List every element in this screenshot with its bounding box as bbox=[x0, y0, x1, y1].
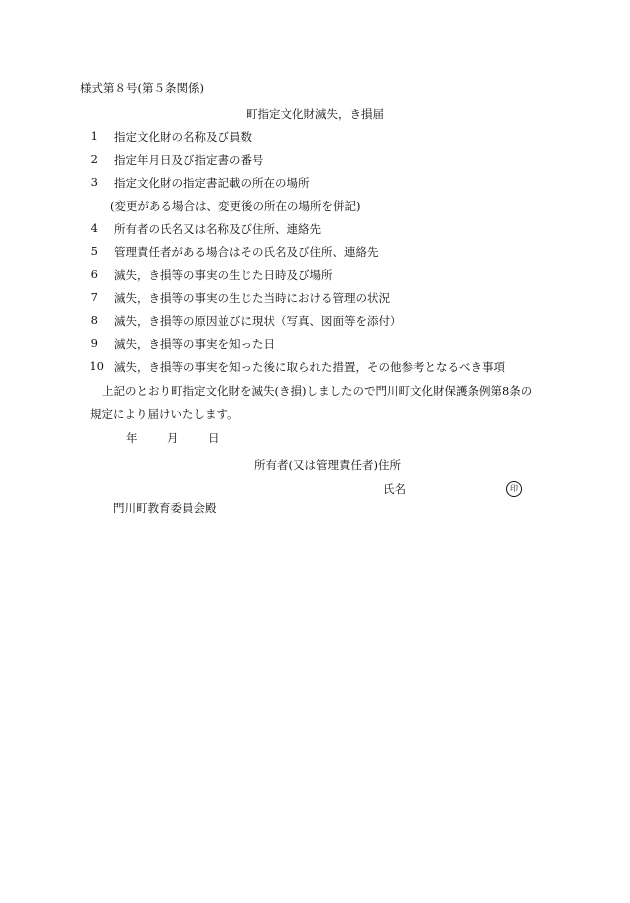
list-item bbox=[0, 129, 630, 145]
item-number: 10 bbox=[89, 359, 104, 373]
item-number: 7 bbox=[90, 290, 98, 304]
document-title: 町指定文化財滅失，き損届 bbox=[246, 107, 384, 121]
body-text-line-1: 上記のとおり町指定文化財を滅失(き損)しましたので門川町文化財保護条例第8条の bbox=[102, 384, 533, 398]
date-year: 年 bbox=[126, 431, 138, 445]
list-item bbox=[0, 336, 630, 352]
owner-address-label: 所有者(又は管理責任者)住所 bbox=[254, 458, 401, 472]
date-day: 日 bbox=[208, 431, 220, 445]
name-label: 氏名 bbox=[383, 482, 406, 496]
item-number: 3 bbox=[90, 175, 98, 189]
list-item bbox=[0, 244, 630, 260]
list-item bbox=[0, 359, 630, 375]
item-number: 5 bbox=[90, 244, 98, 258]
item-text: (変更がある場合は、変更後の所在の場所を併記) bbox=[110, 199, 361, 213]
date-month: 月 bbox=[167, 431, 179, 445]
item-number: 9 bbox=[90, 336, 98, 350]
item-number: 4 bbox=[90, 221, 98, 235]
list-item bbox=[0, 152, 630, 168]
item-text: 滅失，き損等の事実を知った日 bbox=[114, 337, 275, 351]
item-text: 指定年月日及び指定書の番号 bbox=[114, 153, 264, 167]
list-item bbox=[0, 290, 630, 306]
form-number: 様式第８号(第５条関係) bbox=[80, 81, 204, 95]
body-text-line-2: 規定により届けいたします。 bbox=[90, 407, 239, 421]
item-number: 8 bbox=[90, 313, 98, 327]
item-number: 1 bbox=[90, 129, 98, 143]
item-text: 滅失，き損等の事実の生じた日時及び場所 bbox=[114, 268, 333, 282]
item-text: 滅失，き損等の原因並びに現状（写真、図面等を添付） bbox=[114, 314, 402, 328]
addressee: 門川町教育委員会殿 bbox=[113, 501, 217, 515]
list-item bbox=[0, 267, 630, 283]
item-text: 所有者の氏名又は名称及び住所、連絡先 bbox=[114, 222, 321, 236]
item-text: 指定文化財の名称及び員数 bbox=[114, 130, 252, 144]
item-text: 管理責任者がある場合はその氏名及び住所、連絡先 bbox=[114, 245, 379, 259]
item-number: 2 bbox=[90, 152, 98, 166]
item-text: 指定文化財の指定書記載の所在の場所 bbox=[114, 176, 310, 190]
seal-mark: 印 bbox=[506, 481, 522, 497]
list-item bbox=[0, 221, 630, 237]
item-text: 滅失，き損等の事実の生じた当時における管理の状況 bbox=[114, 291, 390, 305]
list-item bbox=[0, 198, 630, 214]
item-text: 滅失，き損等の事実を知った後に取られた措置，その他参考となるべき事項 bbox=[114, 360, 505, 374]
item-number: 6 bbox=[90, 267, 98, 281]
list-item bbox=[0, 175, 630, 191]
list-item bbox=[0, 313, 630, 329]
